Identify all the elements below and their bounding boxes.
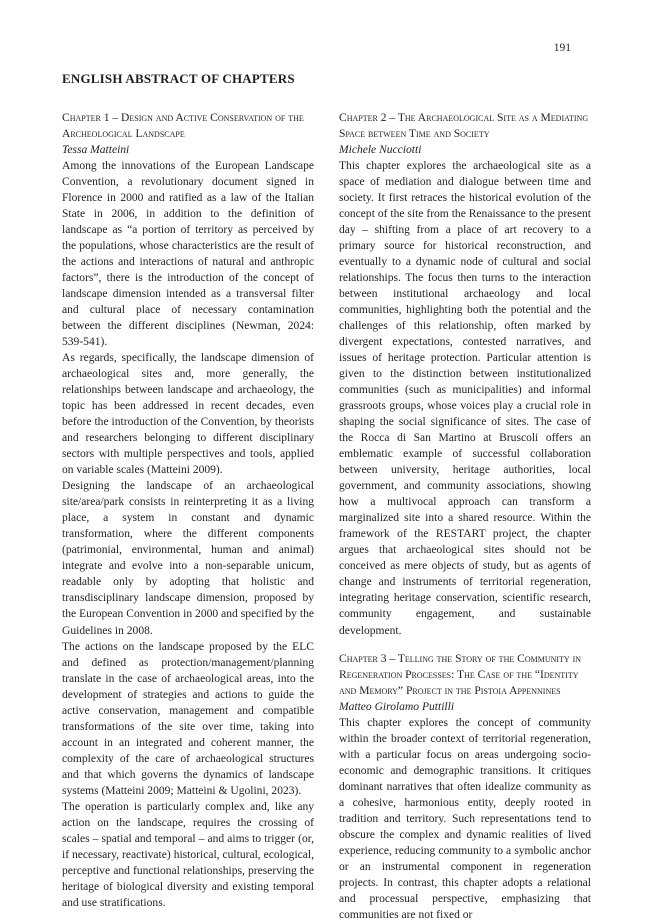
- paragraph: As regards, specifically, the landscape dimension of archaeological sites and, more generally, the relationships between landscape and archaeology, the topic has been addressed in recent decades, even before the introduction of the Convention, by theorists and researchers belonging to different disciplinary sectors with multiple perspectives and tools, applied on variable scales (Matteini 2009).: [62, 352, 314, 477]
- chapter-author: Tessa Matteini: [62, 144, 130, 157]
- chapter-3: [339, 651, 591, 923]
- paragraph: The actions on the landscape proposed by the ELC and defined as protection/management/planning translate in the case of archaeological areas, into the development of strategies and actions to guide the active conservation, management and compatible transformations of the site over time, taking into account in an integrated and coherent manner, the complexity of the care of archaeological structures and that which governs the dynamics of landscape systems (Matteini 2009; Matteini & Ugolini, 2023).: [62, 640, 314, 797]
- chapter-title: Chapter 2 – The Archaeological Site as a Mediating Space between Time and Society: [339, 112, 589, 141]
- chapter-title: Chapter 1 – Design and Active Conservation of the Archeological Landscape: [62, 112, 304, 141]
- right-column: [339, 110, 591, 923]
- paragraph: The operation is particularly complex and, like any action on the landscape, requires the crossing of scales – spatial and temporal – and aims to trigger (or, if necessary, reactivate) historical, cultural, ecological, perceptive and functional relationships, preserving the heritage of biological diversity and existing temporal and use stratifications.: [62, 800, 314, 909]
- paragraph: Designing the landscape of an archaeological site/area/park consists in reinterpreting it as a living place, a system in constant and dynamic transformation, where the different components (patrimonial, environmental, human and animal) integrate and evolve into a non-separable unicum, readable only by adopting that holistic and transdisciplinary landscape dimension, proposed by the European Convention in 2000 and specified by the Guidelines in 2008.: [62, 480, 314, 637]
- chapter-author: Matteo Girolamo Puttilli: [339, 700, 455, 713]
- chapter-author: Michele Nucciotti: [339, 144, 422, 157]
- paragraph: This chapter explores the archaeological site as a space of mediation and dialogue between time and society. It first retraces the historical evolution of the concept of the site from the Renaissance to the present day – shifting from a place of art recovery to a primary source for historical reconstruction, and eventually to a dynamic node of cultural and social relationships. The focus then turns to the interaction between institutional archaeology and local communities, highlighting both the potential and the challenges of this relationship, often marked by divergent expectations, contested narratives, and issues of heritage protection. Particular attention is given to the distinction between institutionalized communities (such as municipalities) and informal grassroots groups, whose voices play a crucial role in shaping the social significance of sites. The case of the Rocca di San Martino at Bruscoli offers an emblematic example of successful collaboration between university, heritage authorities, local government, and community associations, showing how a multivocal approach can transform a marginalized site into a shared resource. Within the framework of the RESTART project, the chapter argues that archaeological sites should not be conceived as mere objects of study, but as agents of change and instruments of territorial regeneration, integrating heritage conservation, scientific research, community engagement, and sustainable development.: [339, 160, 591, 637]
- paragraph: Among the innovations of the European Landscape Convention, a revolutionary document signed in Florence in 2000 and ratified as a law of the Italian State in 2006, in addition to the definition of landscape as “a portion of territory as perceived by the populations, whose characteristics are the result of the actions and interactions of natural and anthropic factors”, there is the introduction of the concept of landscape dimension intended as a transversal filter and cultural place of necessary contamination between the different disciplines (Newman, 2024: 539-541).: [62, 160, 314, 349]
- page-number: 191: [553, 42, 571, 54]
- chapter-1: [62, 110, 314, 911]
- chapter-2: [339, 110, 591, 639]
- left-column: [62, 110, 314, 911]
- section-heading: ENGLISH ABSTRACT OF CHAPTERS: [62, 71, 295, 86]
- paragraph: This chapter explores the concept of community within the broader context of territorial regeneration, with a particular focus on areas undergoing socio-economic and demographic transitions. It critiques dominant narratives that often idealize community as a cohesive, harmonious entity, deeply rooted in tradition and territory. Such representations tend to obscure the complex and dynamic realities of lived experience, reducing community to a symbolic anchor or an instrumental component in regeneration projects. In contrast, this chapter adopts a relational and processual perspective, emphasizing that communities are not fixed or: [339, 716, 591, 921]
- chapter-title: Chapter 3 – Telling the Story of the Community in Regeneration Processes: The Case of the “Identity and Memory” Project in the Pistoia Appennines: [339, 652, 582, 697]
